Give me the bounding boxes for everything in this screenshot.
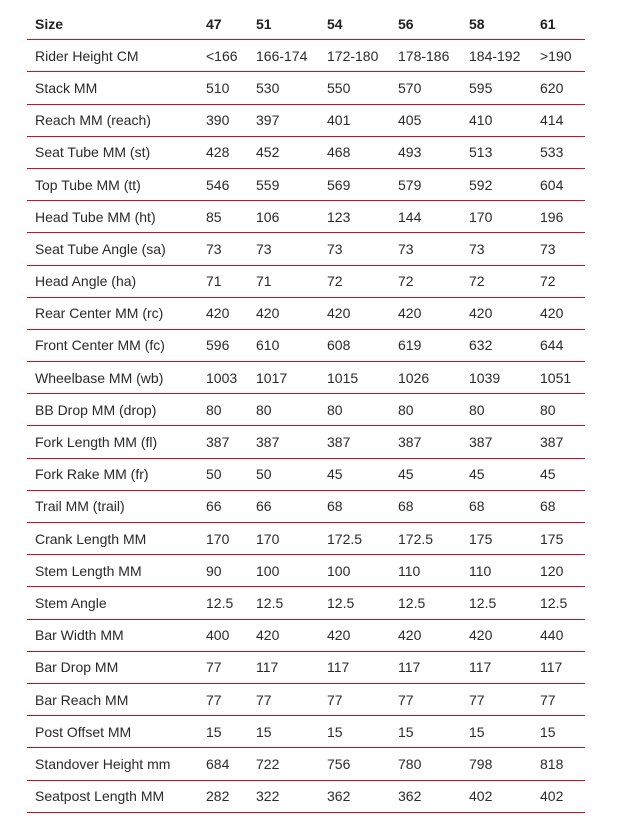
row-label: Head Tube MM (ht) — [27, 201, 198, 233]
table-cell: 68 — [461, 490, 532, 522]
table-row — [27, 555, 585, 587]
row-label: Bar Width MM — [27, 619, 198, 651]
table-cell: 77 — [319, 683, 390, 715]
table-row — [27, 72, 585, 104]
table-cell: 15 — [319, 716, 390, 748]
table-cell: 510 — [198, 72, 248, 104]
table-cell: 428 — [198, 136, 248, 168]
table-cell: 184-192 — [461, 40, 532, 72]
table-row — [27, 297, 585, 329]
table-cell: 110 — [461, 555, 532, 587]
row-label: Post Offset MM — [27, 716, 198, 748]
table-cell: 68 — [390, 490, 461, 522]
row-label: Reach MM (reach) — [27, 104, 198, 136]
table-cell: 12.5 — [248, 587, 319, 619]
row-label: BB Drop MM (drop) — [27, 394, 198, 426]
table-cell: 818 — [532, 748, 585, 780]
table-cell: 569 — [319, 168, 390, 200]
table-cell: 72 — [319, 265, 390, 297]
table-cell: 123 — [319, 201, 390, 233]
table-cell: 546 — [198, 168, 248, 200]
table-cell: 72 — [390, 265, 461, 297]
table-cell: 387 — [198, 426, 248, 458]
row-label: Trail MM (trail) — [27, 490, 198, 522]
row-label: Head Angle (ha) — [27, 265, 198, 297]
table-cell: 15 — [390, 716, 461, 748]
table-cell: 401 — [319, 104, 390, 136]
table-cell: 166-174 — [248, 40, 319, 72]
table-cell: 530 — [248, 72, 319, 104]
row-label: Fork Rake MM (fr) — [27, 458, 198, 490]
header-size-58: 58 — [461, 8, 532, 40]
row-label: Stem Length MM — [27, 555, 198, 587]
table-cell: 387 — [390, 426, 461, 458]
table-cell: 550 — [319, 72, 390, 104]
row-label: Fork Length MM (fl) — [27, 426, 198, 458]
table-cell: 410 — [461, 104, 532, 136]
table-cell: 756 — [319, 748, 390, 780]
table-cell: 798 — [461, 748, 532, 780]
table-cell: 73 — [461, 233, 532, 265]
table-cell: 45 — [461, 458, 532, 490]
row-label: Standover Height mm — [27, 748, 198, 780]
table-cell: 77 — [248, 683, 319, 715]
table-row — [27, 780, 585, 812]
table-cell: 72 — [532, 265, 585, 297]
table-cell: 362 — [390, 780, 461, 812]
table-cell: 71 — [248, 265, 319, 297]
table-cell: 85 — [198, 201, 248, 233]
table-cell: 608 — [319, 329, 390, 361]
table-cell: 604 — [532, 168, 585, 200]
header-size-61: 61 — [532, 8, 585, 40]
table-cell: 1026 — [390, 362, 461, 394]
table-cell: 117 — [319, 651, 390, 683]
table-row — [27, 748, 585, 780]
table-cell: 513 — [461, 136, 532, 168]
table-cell: 144 — [390, 201, 461, 233]
table-cell: 620 — [532, 72, 585, 104]
table-cell: 77 — [198, 683, 248, 715]
table-cell: 172-180 — [319, 40, 390, 72]
table-row — [27, 458, 585, 490]
table-cell: 170 — [198, 523, 248, 555]
table-cell: 80 — [461, 394, 532, 426]
table-cell: 592 — [461, 168, 532, 200]
table-cell: 73 — [198, 233, 248, 265]
table-cell: 420 — [248, 619, 319, 651]
table-cell: 71 — [198, 265, 248, 297]
table-row — [27, 362, 585, 394]
table-cell: 15 — [532, 716, 585, 748]
table-cell: 178-186 — [390, 40, 461, 72]
table-cell: 420 — [319, 619, 390, 651]
table-cell: 387 — [319, 426, 390, 458]
table-cell: 420 — [319, 297, 390, 329]
table-cell: 15 — [461, 716, 532, 748]
header-size-47: 47 — [198, 8, 248, 40]
table-cell: 80 — [198, 394, 248, 426]
table-cell: 196 — [532, 201, 585, 233]
table-cell: 120 — [532, 555, 585, 587]
table-cell: 72 — [461, 265, 532, 297]
table-cell: 68 — [319, 490, 390, 522]
table-cell: 73 — [319, 233, 390, 265]
table-cell: 533 — [532, 136, 585, 168]
table-cell: 77 — [461, 683, 532, 715]
table-row — [27, 136, 585, 168]
table-cell: 80 — [532, 394, 585, 426]
table-cell: 595 — [461, 72, 532, 104]
table-cell: 420 — [461, 619, 532, 651]
table-row — [27, 329, 585, 361]
table-cell: 390 — [198, 104, 248, 136]
table-cell: 644 — [532, 329, 585, 361]
table-cell: 559 — [248, 168, 319, 200]
table-cell: 12.5 — [319, 587, 390, 619]
table-row — [27, 394, 585, 426]
table-cell: 468 — [319, 136, 390, 168]
table-cell: 66 — [198, 490, 248, 522]
table-cell: 106 — [248, 201, 319, 233]
table-cell: 722 — [248, 748, 319, 780]
table-row — [27, 683, 585, 715]
table-row — [27, 40, 585, 72]
table-cell: 172.5 — [319, 523, 390, 555]
table-cell: 100 — [248, 555, 319, 587]
row-label: Seat Tube MM (st) — [27, 136, 198, 168]
table-row — [27, 490, 585, 522]
geometry-table — [27, 8, 585, 813]
table-cell: 175 — [461, 523, 532, 555]
table-cell: 1039 — [461, 362, 532, 394]
row-label: Wheelbase MM (wb) — [27, 362, 198, 394]
geometry-table-body — [27, 40, 585, 813]
row-label: Rider Height CM — [27, 40, 198, 72]
table-cell: 12.5 — [461, 587, 532, 619]
header-row — [27, 8, 585, 40]
row-label: Bar Drop MM — [27, 651, 198, 683]
table-cell: 1017 — [248, 362, 319, 394]
table-cell: 73 — [390, 233, 461, 265]
geometry-table-header — [27, 8, 585, 40]
table-cell: 80 — [319, 394, 390, 426]
table-cell: 405 — [390, 104, 461, 136]
table-cell: 596 — [198, 329, 248, 361]
table-cell: 68 — [532, 490, 585, 522]
table-cell: 117 — [390, 651, 461, 683]
table-cell: 452 — [248, 136, 319, 168]
table-cell: 780 — [390, 748, 461, 780]
table-cell: 402 — [532, 780, 585, 812]
table-row — [27, 233, 585, 265]
table-cell: 420 — [532, 297, 585, 329]
table-row — [27, 619, 585, 651]
table-cell: 110 — [390, 555, 461, 587]
table-row — [27, 523, 585, 555]
table-cell: 45 — [319, 458, 390, 490]
table-cell: >190 — [532, 40, 585, 72]
table-cell: 73 — [532, 233, 585, 265]
table-row — [27, 587, 585, 619]
table-cell: 400 — [198, 619, 248, 651]
header-size-51: 51 — [248, 8, 319, 40]
table-cell: 397 — [248, 104, 319, 136]
table-cell: 80 — [248, 394, 319, 426]
header-size-54: 54 — [319, 8, 390, 40]
table-row — [27, 168, 585, 200]
table-cell: 117 — [461, 651, 532, 683]
table-row — [27, 201, 585, 233]
row-label: Rear Center MM (rc) — [27, 297, 198, 329]
table-cell: 420 — [390, 619, 461, 651]
table-cell: 493 — [390, 136, 461, 168]
row-label: Stem Angle — [27, 587, 198, 619]
row-label: Front Center MM (fc) — [27, 329, 198, 361]
row-label: Bar Reach MM — [27, 683, 198, 715]
row-label: Seat Tube Angle (sa) — [27, 233, 198, 265]
table-cell: 570 — [390, 72, 461, 104]
table-cell: 45 — [532, 458, 585, 490]
table-cell: 15 — [248, 716, 319, 748]
row-label: Seatpost Length MM — [27, 780, 198, 812]
table-cell: 77 — [390, 683, 461, 715]
table-cell: 684 — [198, 748, 248, 780]
table-cell: 12.5 — [390, 587, 461, 619]
table-cell: 77 — [532, 683, 585, 715]
table-cell: 414 — [532, 104, 585, 136]
table-row — [27, 716, 585, 748]
table-cell: 15 — [198, 716, 248, 748]
table-cell: 387 — [532, 426, 585, 458]
table-cell: 420 — [198, 297, 248, 329]
table-cell: 387 — [461, 426, 532, 458]
table-cell: 387 — [248, 426, 319, 458]
table-cell: 420 — [461, 297, 532, 329]
table-cell: 1003 — [198, 362, 248, 394]
table-row — [27, 426, 585, 458]
table-cell: 12.5 — [532, 587, 585, 619]
table-cell: 420 — [248, 297, 319, 329]
table-cell: 362 — [319, 780, 390, 812]
table-cell: 172.5 — [390, 523, 461, 555]
table-cell: 610 — [248, 329, 319, 361]
row-label: Top Tube MM (tt) — [27, 168, 198, 200]
table-cell: 402 — [461, 780, 532, 812]
table-cell: 117 — [532, 651, 585, 683]
table-cell: <166 — [198, 40, 248, 72]
table-cell: 170 — [461, 201, 532, 233]
table-cell: 322 — [248, 780, 319, 812]
table-cell: 80 — [390, 394, 461, 426]
table-cell: 619 — [390, 329, 461, 361]
table-cell: 632 — [461, 329, 532, 361]
table-cell: 66 — [248, 490, 319, 522]
header-size-56: 56 — [390, 8, 461, 40]
table-row — [27, 104, 585, 136]
table-cell: 175 — [532, 523, 585, 555]
table-cell: 77 — [198, 651, 248, 683]
table-cell: 12.5 — [198, 587, 248, 619]
table-cell: 1051 — [532, 362, 585, 394]
table-cell: 90 — [198, 555, 248, 587]
table-row — [27, 265, 585, 297]
table-cell: 73 — [248, 233, 319, 265]
table-cell: 1015 — [319, 362, 390, 394]
table-cell: 579 — [390, 168, 461, 200]
table-cell: 100 — [319, 555, 390, 587]
table-cell: 50 — [248, 458, 319, 490]
table-cell: 282 — [198, 780, 248, 812]
table-cell: 170 — [248, 523, 319, 555]
table-cell: 420 — [390, 297, 461, 329]
table-row — [27, 651, 585, 683]
header-size-label: Size — [27, 8, 198, 40]
row-label: Crank Length MM — [27, 523, 198, 555]
table-cell: 117 — [248, 651, 319, 683]
table-cell: 50 — [198, 458, 248, 490]
table-cell: 440 — [532, 619, 585, 651]
row-label: Stack MM — [27, 72, 198, 104]
table-cell: 45 — [390, 458, 461, 490]
